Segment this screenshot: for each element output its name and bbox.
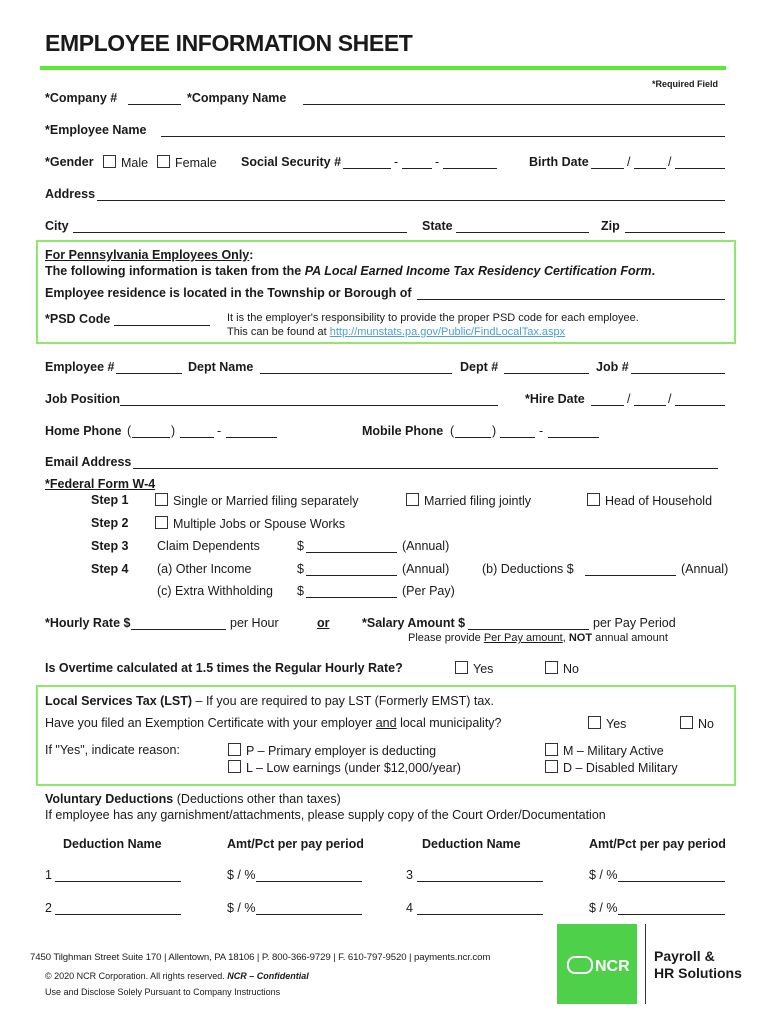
overtime-question: Is Overtime calculated at 1.5 times the Regular Hourly Rate? — [45, 661, 403, 675]
lst-question — [45, 716, 502, 730]
footer-disclose: Use and Disclose Solely Pursuant to Company Instructions — [45, 987, 281, 997]
ncr-logo-block — [557, 924, 637, 1004]
birth-year-field[interactable] — [675, 168, 725, 169]
email-label: Email Address — [45, 455, 132, 469]
footer-copyright — [45, 971, 309, 981]
w4-head-of-household-option[interactable] — [587, 493, 712, 508]
employee-number-label: Employee # — [45, 360, 115, 374]
birth-day-field[interactable] — [634, 168, 666, 169]
mobile-dash: - — [539, 424, 544, 438]
overtime-no-label: No — [563, 662, 579, 676]
home-line-field[interactable] — [226, 437, 277, 438]
employee-name-label: *Employee Name — [45, 123, 147, 137]
overtime-yes-option[interactable] — [455, 661, 493, 676]
brand-line-1: Payroll & — [654, 948, 715, 964]
extra-withholding-label: (c) Extra Withholding — [157, 584, 274, 598]
overtime-no-checkbox[interactable] — [545, 661, 558, 674]
company-number-label: *Company # — [45, 91, 118, 105]
deduction-row-number: 2 — [45, 901, 52, 915]
salary-note-c: , — [562, 632, 566, 644]
other-income-field[interactable] — [306, 575, 397, 576]
pa-source-text: The following information is taken from the — [45, 264, 302, 278]
confidential-text: NCR – Confidential — [227, 971, 309, 981]
voluntary-note: If employee has any garnishment/attachments, please supply copy of the Court Order/Documentation — [45, 808, 606, 822]
lst-reason-label: If "Yes", indicate reason: — [45, 743, 180, 757]
brand-line-2: HR Solutions — [654, 965, 742, 981]
job-position-field[interactable] — [120, 405, 498, 406]
lst-military-active-option[interactable] — [545, 743, 664, 758]
salary-note-a: Please provide — [408, 632, 481, 644]
state-label: State — [422, 219, 453, 233]
psd-note-2-text: This can be found at — [227, 326, 327, 338]
col-amount-1: Amt/Pct per pay period — [227, 837, 364, 851]
ncr-logo-text: NCR — [595, 958, 630, 975]
psd-code-field[interactable] — [114, 325, 210, 326]
gender-male-option[interactable] — [103, 155, 148, 170]
hire-day-field[interactable] — [634, 405, 666, 406]
overtime-yes-checkbox[interactable] — [455, 661, 468, 674]
gender-female-option[interactable] — [157, 155, 217, 170]
w4-step3-label: Step 3 — [91, 539, 129, 553]
hire-month-field[interactable] — [591, 405, 624, 406]
mobile-paren-open: ( — [450, 424, 455, 438]
mobile-paren-close: ) — [492, 424, 497, 438]
other-income-dollar: $ — [297, 562, 304, 576]
ssn-field-2[interactable] — [402, 168, 432, 169]
dependents-annual: (Annual) — [402, 539, 450, 553]
single-label: Single or Married filing separately — [173, 494, 359, 508]
lst-no-label: No — [698, 717, 714, 731]
city-field[interactable] — [73, 232, 407, 233]
birth-slash-1: / — [627, 155, 631, 169]
address-label: Address — [45, 187, 96, 201]
mobile-line-field[interactable] — [548, 437, 599, 438]
gender-label: *Gender — [45, 155, 94, 169]
mobile-prefix-field[interactable] — [500, 437, 535, 438]
multiple-jobs-checkbox[interactable] — [155, 516, 168, 529]
deduction-amount-field-1[interactable] — [256, 881, 362, 882]
required-note: *Required Field — [652, 79, 719, 89]
deduction-row-number: 4 — [406, 901, 413, 915]
pa-heading-colon: : — [249, 248, 254, 262]
copyright-text: © 2020 NCR Corporation. All rights reserved. — [45, 971, 225, 981]
col-deduction-name-2: Deduction Name — [422, 837, 521, 851]
dept-number-label: Dept # — [460, 360, 499, 374]
psd-note-1: It is the employer's responsibility to provide the proper PSD code for each employee. — [227, 312, 639, 324]
lst-military-active-label: M – Military Active — [563, 744, 664, 758]
extra-withholding-field[interactable] — [306, 597, 397, 598]
dependents-amount-field[interactable] — [306, 552, 397, 553]
deduction-amount-label: $ / % — [227, 901, 256, 915]
hire-date-label: *Hire Date — [525, 392, 585, 406]
pa-heading-text: For Pennsylvania Employees Only — [45, 248, 250, 262]
w4-married-jointly-option[interactable] — [406, 493, 531, 508]
lst-question-and: and — [375, 716, 397, 730]
voluntary-heading-rest: (Deductions other than taxes) — [176, 792, 341, 806]
psd-code-label: *PSD Code — [45, 312, 111, 326]
female-label: Female — [175, 156, 217, 170]
ssn-field-1[interactable] — [343, 168, 391, 169]
lst-question-a: Have you filed an Exemption Certificate with your employer — [45, 716, 373, 730]
lst-heading-text: Local Services Tax (LST) — [45, 694, 193, 708]
ssn-dash-2: - — [435, 155, 440, 169]
ssn-field-3[interactable] — [443, 168, 497, 169]
zip-field[interactable] — [625, 232, 725, 233]
lst-low-earnings-option[interactable] — [228, 760, 461, 775]
deduction-amount-field-3[interactable] — [618, 881, 725, 882]
lst-heading-rest: – If you are required to pay LST (Formerly EMST) tax. — [195, 694, 495, 708]
overtime-yes-label: Yes — [473, 662, 494, 676]
salary-note-b: Per Pay amount — [483, 632, 563, 644]
ssn-dash-1: - — [394, 155, 399, 169]
page-title: EMPLOYEE INFORMATION SHEET — [45, 30, 413, 56]
deduction-name-field-4[interactable] — [417, 914, 543, 915]
employee-number-field[interactable] — [116, 373, 182, 374]
hourly-rate-field[interactable] — [131, 629, 226, 630]
w4-step4-label: Step 4 — [91, 562, 129, 576]
lst-primary-label: P – Primary employer is deducting — [246, 744, 437, 758]
deduction-amount-label: $ / % — [227, 868, 256, 882]
male-checkbox[interactable] — [103, 155, 116, 168]
lst-disabled-military-checkbox[interactable] — [545, 760, 558, 773]
deductions-annual: (Annual) — [681, 562, 729, 576]
extra-withholding-dollar: $ — [297, 584, 304, 598]
other-income-label: (a) Other Income — [157, 562, 252, 576]
col-deduction-name-1: Deduction Name — [63, 837, 162, 851]
deduction-name-field-3[interactable] — [417, 881, 543, 882]
employee-name-field[interactable] — [161, 136, 725, 137]
home-paren-close: ) — [171, 424, 176, 438]
pa-form-name: PA Local Earned Income Tax Residency Certification Form — [304, 264, 652, 278]
salary-amount-label: *Salary Amount $ — [362, 616, 466, 630]
lst-military-active-checkbox[interactable] — [545, 743, 558, 756]
lst-no-checkbox[interactable] — [680, 716, 693, 729]
home-area-code-field[interactable] — [132, 437, 170, 438]
job-position-label: Job Position — [45, 392, 120, 406]
lst-low-earnings-label: L – Low earnings (under $12,000/year) — [246, 761, 461, 775]
per-pay-period-label: per Pay Period — [593, 616, 676, 630]
pa-source-line — [45, 264, 655, 278]
deduction-amount-field-2[interactable] — [256, 914, 362, 915]
company-number-field[interactable] — [128, 104, 181, 105]
home-phone-label: Home Phone — [45, 424, 122, 438]
salary-note-d: NOT — [568, 632, 593, 644]
salary-note — [408, 632, 668, 644]
lst-question-b: local municipality? — [400, 716, 502, 730]
deduction-amount-label: $ / % — [589, 901, 618, 915]
psd-lookup-link[interactable]: http://munstats.pa.gov/Public/FindLocalTax.aspx — [329, 326, 566, 338]
w4-step2-label: Step 2 — [91, 516, 129, 530]
single-checkbox[interactable] — [155, 493, 168, 506]
lst-disabled-military-option[interactable] — [545, 760, 678, 775]
footer-divider — [645, 924, 646, 1004]
voluntary-heading — [45, 792, 341, 806]
address-field[interactable] — [97, 200, 725, 201]
multiple-jobs-label: Multiple Jobs or Spouse Works — [173, 517, 346, 531]
lst-heading — [45, 694, 494, 708]
deduction-row-number: 1 — [45, 868, 52, 882]
city-label: City — [45, 219, 69, 233]
dept-name-label: Dept Name — [188, 360, 254, 374]
extra-withholding-per-pay: (Per Pay) — [402, 584, 455, 598]
email-field[interactable] — [133, 468, 718, 469]
company-name-label: *Company Name — [187, 91, 287, 105]
state-field[interactable] — [456, 232, 589, 233]
deduction-amount-label: $ / % — [589, 868, 618, 882]
deduction-name-field-1[interactable] — [55, 881, 181, 882]
psd-note-2 — [227, 326, 565, 338]
home-dash: - — [217, 424, 222, 438]
lst-yes-checkbox[interactable] — [588, 716, 601, 729]
salary-note-e: annual amount — [595, 632, 668, 644]
ssn-label: Social Security # — [241, 155, 342, 169]
pa-heading — [45, 248, 253, 262]
pa-source-period: . — [651, 264, 656, 278]
job-number-label: Job # — [596, 360, 629, 374]
deductions-label: (b) Deductions $ — [482, 562, 574, 576]
home-prefix-field[interactable] — [180, 437, 214, 438]
w4-multiple-jobs-option[interactable] — [155, 516, 345, 531]
voluntary-heading-text: Voluntary Deductions — [45, 792, 174, 806]
col-amount-2: Amt/Pct per pay period — [589, 837, 726, 851]
mobile-area-code-field[interactable] — [455, 437, 491, 438]
w4-single-option[interactable] — [155, 493, 359, 508]
hire-slash-2: / — [668, 392, 672, 406]
hire-slash-1: / — [627, 392, 631, 406]
title-divider — [40, 66, 726, 70]
hire-year-field[interactable] — [675, 405, 725, 406]
pa-residence-field[interactable] — [417, 299, 725, 300]
w4-step1-label: Step 1 — [91, 493, 129, 507]
birth-date-label: Birth Date — [529, 155, 589, 169]
birth-slash-2: / — [668, 155, 672, 169]
hourly-rate-label: *Hourly Rate $ — [45, 616, 131, 630]
deduction-amount-field-4[interactable] — [618, 914, 725, 915]
dept-name-field[interactable] — [260, 373, 452, 374]
deduction-name-field-2[interactable] — [55, 914, 181, 915]
head-of-household-checkbox[interactable] — [587, 493, 600, 506]
salary-amount-field[interactable] — [468, 629, 589, 630]
company-name-field[interactable] — [303, 104, 725, 105]
job-number-field[interactable] — [631, 373, 725, 374]
lst-no-option[interactable] — [680, 716, 714, 731]
head-of-household-label: Head of Household — [605, 494, 713, 508]
lst-disabled-military-label: D – Disabled Military — [563, 761, 678, 775]
or-label: or — [317, 616, 330, 630]
w4-heading: *Federal Form W-4 — [45, 477, 156, 491]
lst-primary-checkbox[interactable] — [228, 743, 241, 756]
mobile-phone-label: Mobile Phone — [362, 424, 444, 438]
birth-month-field[interactable] — [591, 168, 624, 169]
footer-address: 7450 Tilghman Street Suite 170 | Allentown, PA 18106 | P. 800-366-9729 | F. 610-797-9520 | payments.ncr.com — [30, 952, 491, 963]
per-hour-label: per Hour — [230, 616, 279, 630]
lst-yes-label: Yes — [606, 717, 627, 731]
married-jointly-label: Married filing jointly — [424, 494, 531, 508]
other-income-annual: (Annual) — [402, 562, 450, 576]
ncr-logo — [567, 956, 630, 976]
claim-dependents-label: Claim Dependents — [157, 539, 260, 553]
brand-name — [654, 948, 742, 982]
male-label: Male — [121, 156, 149, 170]
home-paren-open: ( — [127, 424, 132, 438]
pa-residence-label: Employee residence is located in the Township or Borough of — [45, 286, 412, 300]
deduction-row-number: 3 — [406, 868, 413, 882]
lst-yes-option[interactable] — [588, 716, 626, 731]
married-jointly-checkbox[interactable] — [406, 493, 419, 506]
zip-label: Zip — [601, 219, 620, 233]
deductions-field[interactable] — [585, 575, 676, 576]
ncr-ring-icon — [567, 956, 593, 974]
lst-low-earnings-checkbox[interactable] — [228, 760, 241, 773]
overtime-no-option[interactable] — [545, 661, 579, 676]
lst-primary-option[interactable] — [228, 743, 436, 758]
dept-number-field[interactable] — [504, 373, 589, 374]
dependents-dollar: $ — [297, 539, 304, 553]
female-checkbox[interactable] — [157, 155, 170, 168]
